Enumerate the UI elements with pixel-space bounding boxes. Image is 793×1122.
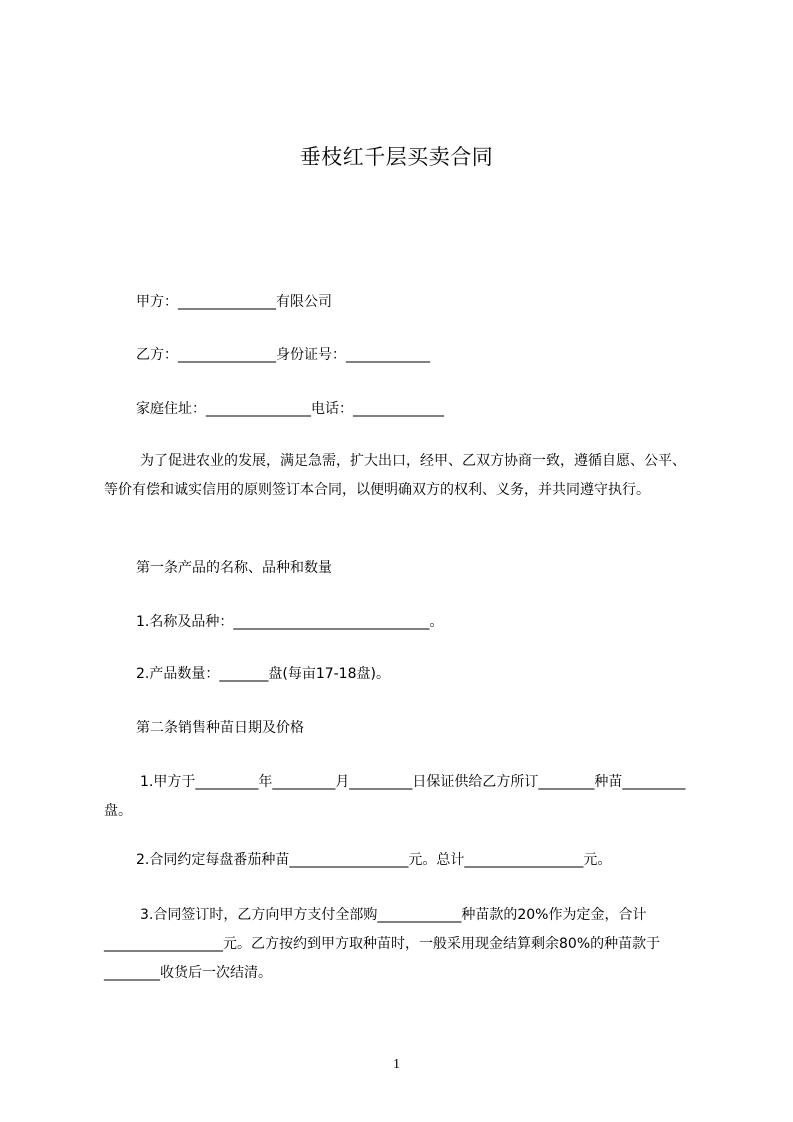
page-number: 1	[393, 1057, 400, 1072]
party-b-line: 乙方：______________身份证号：____________	[136, 347, 430, 363]
preamble-paragraph	[104, 447, 696, 505]
party-a-line: 甲方：______________有限公司	[136, 294, 332, 310]
page-title: 垂枝红千层买卖合同	[299, 145, 494, 169]
article1-item1: 1.名称及品种：____________________________。	[136, 614, 444, 630]
article1-heading: 第一条产品的名称、品种和数量	[136, 560, 332, 576]
preamble-text: 为了促进农业的发展，满足急需，扩大出口，经甲、乙双方协商一致，遵循自愿、公平、等价有偿和诚实信用的原则签订本合同，以便明确双方的权利、义务，并共同遵守执行。	[104, 453, 686, 498]
article2-item2: 2.合同约定每盘番茄种苗_________________元。总计_________________元。	[136, 852, 612, 868]
article2-heading: 第二条销售种苗日期及价格	[136, 720, 304, 736]
article2-item3	[104, 901, 696, 988]
article1-item2: 2.产品数量：_______盘(每亩17-18盘)。	[136, 666, 390, 682]
address-line: 家庭住址：_______________电话：_____________	[136, 401, 444, 417]
article2-item1-text: 1.甲方于_________年_________月_________日保证供给乙方所订________种苗_________盘。	[104, 774, 686, 819]
article2-item1	[104, 768, 696, 826]
article2-item3-text: 3.合同签订时，乙方向甲方支付全部购____________种苗款的20%作为定金，合计_________________元。乙方按约到甲方取种苗时，一般采用现金结算剩余80%的种苗款于________收货后一次结清。	[104, 907, 661, 981]
